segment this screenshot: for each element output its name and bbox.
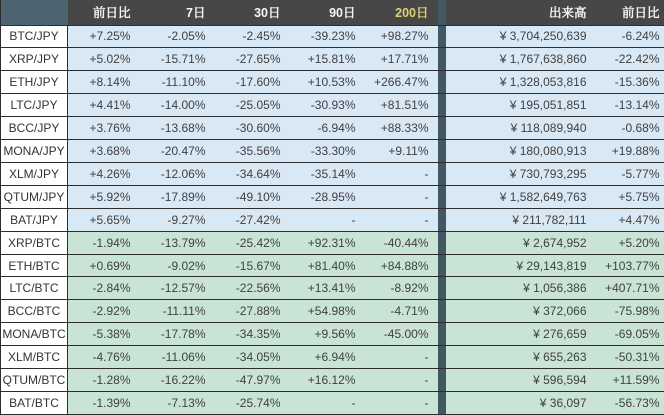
change-90d-cell: +92.31% (290, 231, 365, 254)
change-30d-cell: -30.60% (215, 117, 290, 140)
change-90d-cell: -39.23% (290, 25, 365, 48)
change-90d-cell: -33.30% (290, 140, 365, 163)
volume-change-1d-cell: +5.75% (594, 185, 664, 208)
volume-cell: ¥ 1,767,638,860 (446, 48, 594, 71)
table-row (1, 323, 664, 346)
pair-label[interactable]: QTUM/JPY (1, 185, 68, 208)
change-1d-cell: +8.14% (68, 71, 140, 94)
change-200d-cell: +88.33% (365, 117, 438, 140)
section-divider (438, 117, 446, 140)
pair-label[interactable]: BCC/JPY (1, 117, 68, 140)
volume-cell: ¥ 211,782,111 (446, 208, 594, 231)
change-30d-cell: -17.60% (215, 71, 290, 94)
volume-cell: ¥ 180,080,913 (446, 140, 594, 163)
pair-label[interactable]: ETH/BTC (1, 254, 68, 277)
change-7d-cell: -11.06% (140, 346, 215, 369)
change-200d-cell: - (365, 208, 438, 231)
change-7d-cell: -9.02% (140, 254, 215, 277)
change-1d-cell: -1.28% (68, 369, 140, 392)
volume-cell: ¥ 118,089,940 (446, 117, 594, 140)
section-divider (438, 25, 446, 48)
change-7d-cell: -17.89% (140, 185, 215, 208)
change-90d-cell: -30.93% (290, 94, 365, 117)
volume-cell: ¥ 29,143,819 (446, 254, 594, 277)
column-header-volume-change-1d[interactable]: 前日比 (594, 0, 664, 25)
change-7d-cell: -14.00% (140, 94, 215, 117)
table-row (1, 71, 664, 94)
change-7d-cell: -13.68% (140, 117, 215, 140)
change-90d-cell: -28.95% (290, 185, 365, 208)
change-7d-cell: -2.05% (140, 25, 215, 48)
change-30d-cell: -34.35% (215, 323, 290, 346)
change-30d-cell: -15.67% (215, 254, 290, 277)
change-90d-cell: +16.12% (290, 369, 365, 392)
pair-label[interactable]: XRP/JPY (1, 48, 68, 71)
volume-cell: ¥ 1,328,053,816 (446, 71, 594, 94)
change-30d-cell: -35.56% (215, 140, 290, 163)
table-row (1, 346, 664, 369)
pair-label[interactable]: BCC/BTC (1, 300, 68, 323)
table-row (1, 117, 664, 140)
change-7d-cell: -9.27% (140, 208, 215, 231)
section-divider (438, 71, 446, 94)
change-30d-cell: -27.88% (215, 300, 290, 323)
change-200d-cell: +84.88% (365, 254, 438, 277)
change-90d-cell: - (290, 208, 365, 231)
volume-cell: ¥ 730,793,295 (446, 162, 594, 185)
table-row (1, 369, 664, 392)
change-90d-cell: +10.53% (290, 71, 365, 94)
change-1d-cell: -1.94% (68, 231, 140, 254)
volume-change-1d-cell: -6.24% (594, 25, 664, 48)
change-1d-cell: +0.69% (68, 254, 140, 277)
change-1d-cell: +5.65% (68, 208, 140, 231)
change-200d-cell: - (365, 369, 438, 392)
volume-cell: ¥ 372,066 (446, 300, 594, 323)
column-header-volume[interactable]: 出来高 (446, 0, 594, 25)
table-body (1, 25, 664, 415)
volume-cell: ¥ 3,704,250,639 (446, 25, 594, 48)
table-row (1, 392, 664, 415)
change-90d-cell: +54.98% (290, 300, 365, 323)
table-row (1, 185, 664, 208)
change-7d-cell: -13.79% (140, 231, 215, 254)
change-7d-cell: -7.13% (140, 392, 215, 415)
pair-label[interactable]: ETH/JPY (1, 71, 68, 94)
change-90d-cell: +15.81% (290, 48, 365, 71)
section-divider (438, 254, 446, 277)
change-1d-cell: +7.25% (68, 25, 140, 48)
pair-label[interactable]: XLM/JPY (1, 162, 68, 185)
change-30d-cell: -34.64% (215, 162, 290, 185)
change-200d-cell: +81.51% (365, 94, 438, 117)
change-90d-cell: +9.56% (290, 323, 365, 346)
change-90d-cell: - (290, 392, 365, 415)
change-200d-cell: - (365, 185, 438, 208)
volume-change-1d-cell: -0.68% (594, 117, 664, 140)
section-divider (438, 94, 446, 117)
change-90d-cell: +81.40% (290, 254, 365, 277)
table-row (1, 231, 664, 254)
volume-change-1d-cell: +4.47% (594, 208, 664, 231)
table-row (1, 208, 664, 231)
pair-label[interactable]: LTC/BTC (1, 277, 68, 300)
pair-label[interactable]: MONA/JPY (1, 140, 68, 163)
change-7d-cell: -16.22% (140, 369, 215, 392)
section-divider (438, 0, 446, 25)
volume-change-1d-cell: -22.42% (594, 48, 664, 71)
change-30d-cell: -22.56% (215, 277, 290, 300)
change-1d-cell: +5.02% (68, 48, 140, 71)
change-30d-cell: -27.65% (215, 48, 290, 71)
column-header-change-1d[interactable]: 前日比 (68, 0, 140, 25)
change-7d-cell: -17.78% (140, 323, 215, 346)
volume-change-1d-cell: +19.88% (594, 140, 664, 163)
section-divider (438, 162, 446, 185)
section-divider (438, 392, 446, 415)
change-30d-cell: -2.45% (215, 25, 290, 48)
change-1d-cell: -2.84% (68, 277, 140, 300)
change-90d-cell: +6.94% (290, 346, 365, 369)
change-200d-cell: - (365, 162, 438, 185)
pair-label[interactable]: MONA/BTC (1, 323, 68, 346)
change-30d-cell: -27.42% (215, 208, 290, 231)
change-200d-cell: -8.92% (365, 277, 438, 300)
change-1d-cell: +5.92% (68, 185, 140, 208)
volume-change-1d-cell: -13.14% (594, 94, 664, 117)
change-7d-cell: -11.11% (140, 300, 215, 323)
change-200d-cell: -40.44% (365, 231, 438, 254)
volume-cell: ¥ 1,582,649,763 (446, 185, 594, 208)
volume-cell: ¥ 276,659 (446, 323, 594, 346)
table-row (1, 94, 664, 117)
change-30d-cell: -25.42% (215, 231, 290, 254)
volume-change-1d-cell: -50.31% (594, 346, 664, 369)
volume-cell: ¥ 2,674,952 (446, 231, 594, 254)
volume-change-1d-cell: -75.98% (594, 300, 664, 323)
change-200d-cell: +98.27% (365, 25, 438, 48)
pair-label[interactable]: XLM/BTC (1, 346, 68, 369)
change-30d-cell: -25.74% (215, 392, 290, 415)
volume-change-1d-cell: -5.77% (594, 162, 664, 185)
change-30d-cell: -34.05% (215, 346, 290, 369)
change-1d-cell: +4.41% (68, 94, 140, 117)
volume-change-1d-cell: -69.05% (594, 323, 664, 346)
table-row (1, 300, 664, 323)
change-1d-cell: +3.68% (68, 140, 140, 163)
change-1d-cell: -2.92% (68, 300, 140, 323)
section-divider (438, 140, 446, 163)
header-row (1, 0, 664, 25)
volume-change-1d-cell: +11.59% (594, 369, 664, 392)
column-header-change-90d[interactable]: 90日 (290, 0, 365, 25)
corner-cell (1, 0, 68, 25)
change-1d-cell: +4.26% (68, 162, 140, 185)
change-7d-cell: -11.10% (140, 71, 215, 94)
change-30d-cell: -49.10% (215, 185, 290, 208)
section-divider (438, 231, 446, 254)
table-row (1, 162, 664, 185)
change-1d-cell: -1.39% (68, 392, 140, 415)
pair-label[interactable]: BAT/JPY (1, 208, 68, 231)
volume-change-1d-cell: +5.20% (594, 231, 664, 254)
change-90d-cell: -35.14% (290, 162, 365, 185)
pair-label[interactable]: BAT/BTC (1, 392, 68, 415)
change-30d-cell: -25.05% (215, 94, 290, 117)
change-1d-cell: +3.76% (68, 117, 140, 140)
section-divider (438, 277, 446, 300)
volume-change-1d-cell: +407.71% (594, 277, 664, 300)
table-row (1, 277, 664, 300)
pair-label[interactable]: BTC/JPY (1, 25, 68, 48)
change-1d-cell: -5.38% (68, 323, 140, 346)
change-200d-cell: +17.71% (365, 48, 438, 71)
volume-cell: ¥ 655,263 (446, 346, 594, 369)
column-header-change-7d[interactable]: 7日 (140, 0, 215, 25)
table-row (1, 254, 664, 277)
section-divider (438, 300, 446, 323)
volume-cell: ¥ 36,097 (446, 392, 594, 415)
pair-label[interactable]: XRP/BTC (1, 231, 68, 254)
change-200d-cell: +266.47% (365, 71, 438, 94)
change-7d-cell: -20.47% (140, 140, 215, 163)
column-header-change-30d[interactable]: 30日 (215, 0, 290, 25)
change-90d-cell: +13.41% (290, 277, 365, 300)
table-row (1, 25, 664, 48)
section-divider (438, 48, 446, 71)
change-7d-cell: -12.57% (140, 277, 215, 300)
section-divider (438, 323, 446, 346)
change-200d-cell: - (365, 346, 438, 369)
volume-change-1d-cell: -56.73% (594, 392, 664, 415)
volume-cell: ¥ 1,056,386 (446, 277, 594, 300)
pair-label[interactable]: LTC/JPY (1, 94, 68, 117)
change-200d-cell: +9.11% (365, 140, 438, 163)
section-divider (438, 346, 446, 369)
pair-label[interactable]: QTUM/BTC (1, 369, 68, 392)
change-1d-cell: -4.76% (68, 346, 140, 369)
volume-cell: ¥ 596,594 (446, 369, 594, 392)
change-7d-cell: -12.06% (140, 162, 215, 185)
change-90d-cell: -6.94% (290, 117, 365, 140)
volume-change-1d-cell: -15.36% (594, 71, 664, 94)
column-header-change-200d[interactable]: 200日 (365, 0, 438, 25)
change-200d-cell: - (365, 392, 438, 415)
volume-cell: ¥ 195,051,851 (446, 94, 594, 117)
change-200d-cell: -45.00% (365, 323, 438, 346)
table-header (1, 0, 664, 25)
volume-change-1d-cell: +103.77% (594, 254, 664, 277)
change-30d-cell: -47.97% (215, 369, 290, 392)
table-row (1, 48, 664, 71)
section-divider (438, 369, 446, 392)
section-divider (438, 185, 446, 208)
table-row (1, 140, 664, 163)
change-200d-cell: -4.71% (365, 300, 438, 323)
change-7d-cell: -15.71% (140, 48, 215, 71)
section-divider (438, 208, 446, 231)
